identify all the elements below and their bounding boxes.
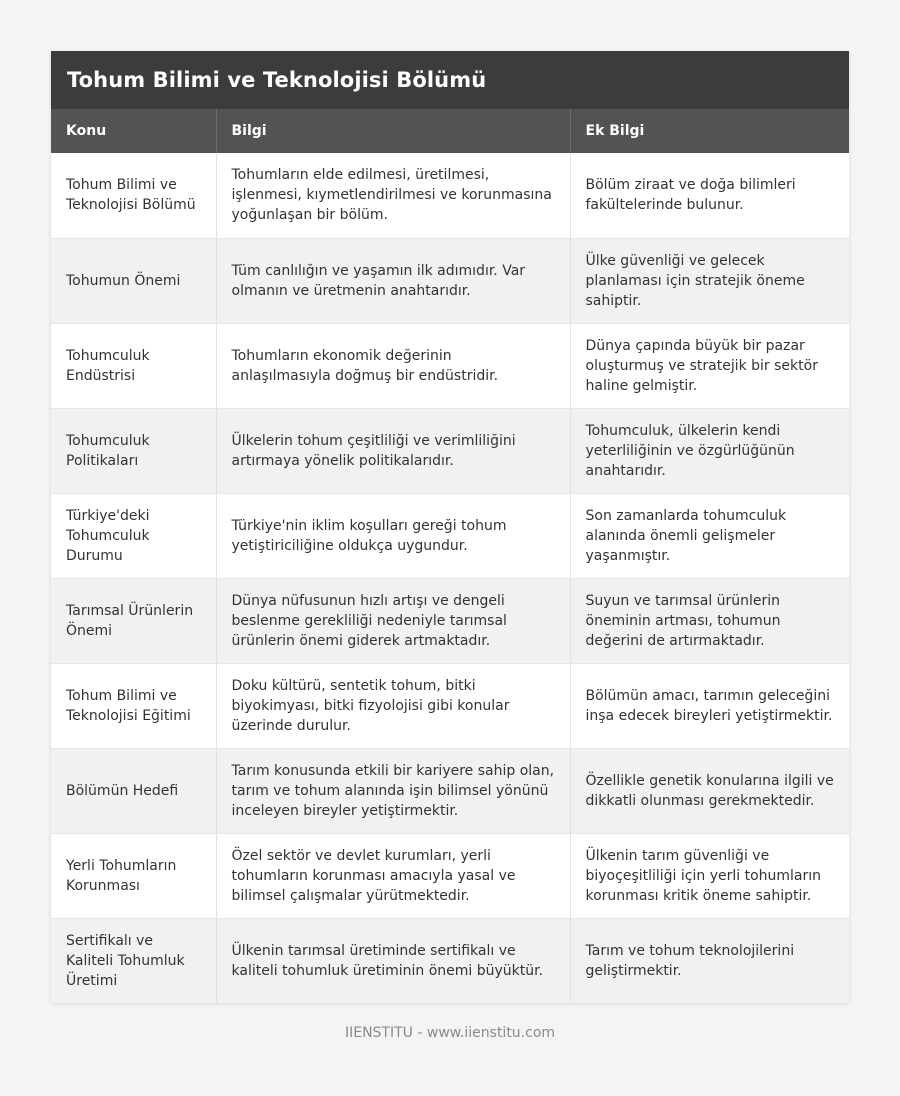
cell-konu: Tohum Bilimi ve Teknolojisi Eğitimi — [51, 663, 216, 748]
cell-ek-bilgi: Tohumculuk, ülkelerin kendi yeterliliğinin ve özgürlüğünün anahtarıdır. — [570, 408, 849, 493]
table-row — [51, 408, 849, 493]
cell-konu: Tohumculuk Endüstrisi — [51, 323, 216, 408]
cell-bilgi: Dünya nüfusunun hızlı artışı ve dengeli beslenme gerekliliği nedeniyle tarımsal ürünlerin önemi giderek artmaktadır. — [216, 578, 570, 663]
table-row — [51, 238, 849, 323]
table-title: Tohum Bilimi ve Teknolojisi Bölümü — [51, 51, 849, 109]
cell-bilgi: Tüm canlılığın ve yaşamın ilk adımıdır. Var olmanın ve üretmenin anahtarıdır. — [216, 238, 570, 323]
cell-konu: Tarımsal Ürünlerin Önemi — [51, 578, 216, 663]
table-row — [51, 833, 849, 918]
cell-bilgi: Ülkenin tarımsal üretiminde sertifikalı ve kaliteli tohumluk üretiminin önemi büyüktür. — [216, 918, 570, 1003]
cell-konu: Tohumculuk Politikaları — [51, 408, 216, 493]
table-row — [51, 918, 849, 1003]
cell-konu: Tohum Bilimi ve Teknolojisi Bölümü — [51, 153, 216, 238]
table-row — [51, 663, 849, 748]
table-row — [51, 323, 849, 408]
table-row — [51, 493, 849, 578]
cell-bilgi: Tohumların ekonomik değerinin anlaşılmasıyla doğmuş bir endüstridir. — [216, 323, 570, 408]
cell-ek-bilgi: Son zamanlarda tohumculuk alanında önemli gelişmeler yaşanmıştır. — [570, 493, 849, 578]
info-table-card — [51, 51, 849, 1003]
table-row — [51, 748, 849, 833]
cell-konu: Bölümün Hedefi — [51, 748, 216, 833]
cell-bilgi: Doku kültürü, sentetik tohum, bitki biyokimyası, bitki fizyolojisi gibi konular üzerinde durulur. — [216, 663, 570, 748]
cell-ek-bilgi: Suyun ve tarımsal ürünlerin öneminin artması, tohumun değerini de artırmaktadır. — [570, 578, 849, 663]
cell-ek-bilgi: Bölüm ziraat ve doğa bilimleri fakültelerinde bulunur. — [570, 153, 849, 238]
cell-bilgi: Tohumların elde edilmesi, üretilmesi, işlenmesi, kıymetlendirilmesi ve korunmasına yoğunlaşan bir bölüm. — [216, 153, 570, 238]
cell-bilgi: Ülkelerin tohum çeşitliliği ve verimliliğini artırmaya yönelik politikalarıdır. — [216, 408, 570, 493]
cell-konu: Sertifikalı ve Kaliteli Tohumluk Üretimi — [51, 918, 216, 1003]
cell-bilgi: Türkiye'nin iklim koşulları gereği tohum yetiştiriciliğine oldukça uygundur. — [216, 493, 570, 578]
cell-konu: Tohumun Önemi — [51, 238, 216, 323]
cell-ek-bilgi: Dünya çapında büyük bir pazar oluşturmuş ve stratejik bir sektör haline gelmiştir. — [570, 323, 849, 408]
cell-konu: Yerli Tohumların Korunması — [51, 833, 216, 918]
table-row — [51, 578, 849, 663]
cell-bilgi: Tarım konusunda etkili bir kariyere sahip olan, tarım ve tohum alanında işin bilimsel yönünü inceleyen bireyler yetiştirmektir. — [216, 748, 570, 833]
cell-bilgi: Özel sektör ve devlet kurumları, yerli tohumların korunması amacıyla yasal ve bilimsel çalışmalar yürütmektedir. — [216, 833, 570, 918]
column-header-ek-bilgi: Ek Bilgi — [570, 109, 849, 153]
header-row — [51, 109, 849, 153]
cell-konu: Türkiye'deki Tohumculuk Durumu — [51, 493, 216, 578]
column-header-bilgi: Bilgi — [216, 109, 570, 153]
cell-ek-bilgi: Ülkenin tarım güvenliği ve biyoçeşitliliği için yerli tohumların korunması kritik öneme sahiptir. — [570, 833, 849, 918]
column-header-konu: Konu — [51, 109, 216, 153]
table-row — [51, 153, 849, 238]
cell-ek-bilgi: Tarım ve tohum teknolojilerini geliştirmektir. — [570, 918, 849, 1003]
cell-ek-bilgi: Özellikle genetik konularına ilgili ve dikkatli olunması gerekmektedir. — [570, 748, 849, 833]
footer-credit: IIENSTITU - www.iienstitu.com — [344, 1025, 556, 1041]
cell-ek-bilgi: Bölümün amacı, tarımın geleceğini inşa edecek bireyleri yetiştirmektir. — [570, 663, 849, 748]
info-table — [51, 109, 849, 1003]
cell-ek-bilgi: Ülke güvenliği ve gelecek planlaması için stratejik öneme sahiptir. — [570, 238, 849, 323]
